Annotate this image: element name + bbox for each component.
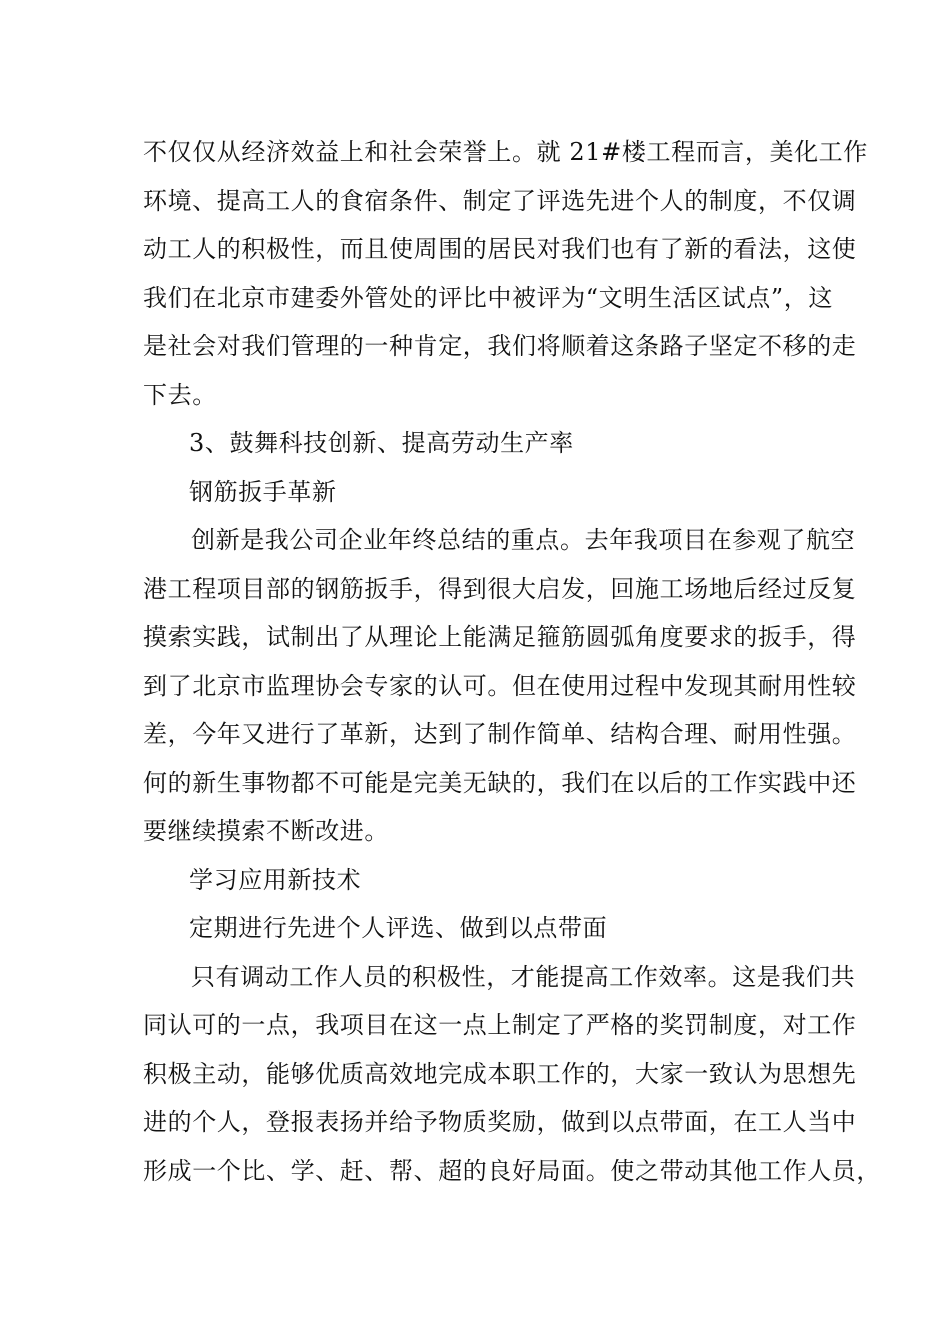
subheading-individual-evaluation: 定期进行先进个人评选、做到以点带面	[189, 914, 608, 942]
text-line: 环境、提高工人的食宿条件、制定了评选先进个人的制度，不仅调	[143, 186, 857, 215]
text-line: 形成一个比、学、赶、帮、超的良好局面。使之带动其他工作人员，	[143, 1156, 881, 1185]
text-line: 动工人的积极性，而且使周围的居民对我们也有了新的看法，这使	[143, 235, 857, 263]
text-line: 积极主动，能够优质高效地完成本职工作的，大家一致认为思想先	[143, 1059, 857, 1088]
text-line: 进的个人，登报表扬并给予物质奖励，做到以点带面，在工人当中	[143, 1108, 857, 1136]
text-line: 到了北京市监理协会专家的认可。但在使用过程中发现其耐用性较	[143, 671, 857, 700]
paragraph-rebar-wrench	[143, 516, 857, 856]
document-body	[143, 128, 881, 1195]
text-line: 只有调动工作人员的积极性，才能提高工作效率。这是我们共	[191, 962, 856, 991]
text-line: 摸索实践，试制出了从理论上能满足箍筋圆弧角度要求的扳手，得	[143, 623, 857, 651]
text-line: 下去。	[143, 380, 217, 409]
text-line: 要继续摸索不断改进。	[143, 817, 389, 845]
text-line: 不仅仅从经济效益上和社会荣誉上。就 21#楼工程而言，美化工作	[143, 138, 868, 166]
text-line: 我们在北京市建委外管处的评比中被评为“文明生活区试点”，这	[143, 283, 833, 312]
text-line: 是社会对我们管理的一种肯定，我们将顺着这条路子坚定不移的走	[143, 332, 857, 360]
text-line: 港工程项目部的钢筋扳手，得到很大启发，回施工场地后经过反复	[143, 574, 857, 603]
text-line: 创新是我公司企业年终总结的重点。去年我项目在参观了航空	[191, 526, 856, 554]
text-line: 差，今年又进行了革新，达到了制作简单、结构合理、耐用性强。	[143, 720, 857, 748]
subheading-new-technology: 学习应用新技术	[189, 865, 362, 894]
paragraph-incentives	[143, 953, 881, 1196]
subheading-rebar-wrench: 钢筋扳手革新	[189, 477, 337, 506]
text-line: 同认可的一点，我项目在这一点上制定了严格的奖罚制度，对工作	[143, 1011, 857, 1039]
paragraph-civilized-site	[143, 128, 868, 419]
text-line: 何的新生事物都不可能是完美无缺的，我们在以后的工作实践中还	[143, 768, 857, 797]
section-heading-innovation: 3、鼓舞科技创新、提高劳动生产率	[189, 429, 574, 457]
